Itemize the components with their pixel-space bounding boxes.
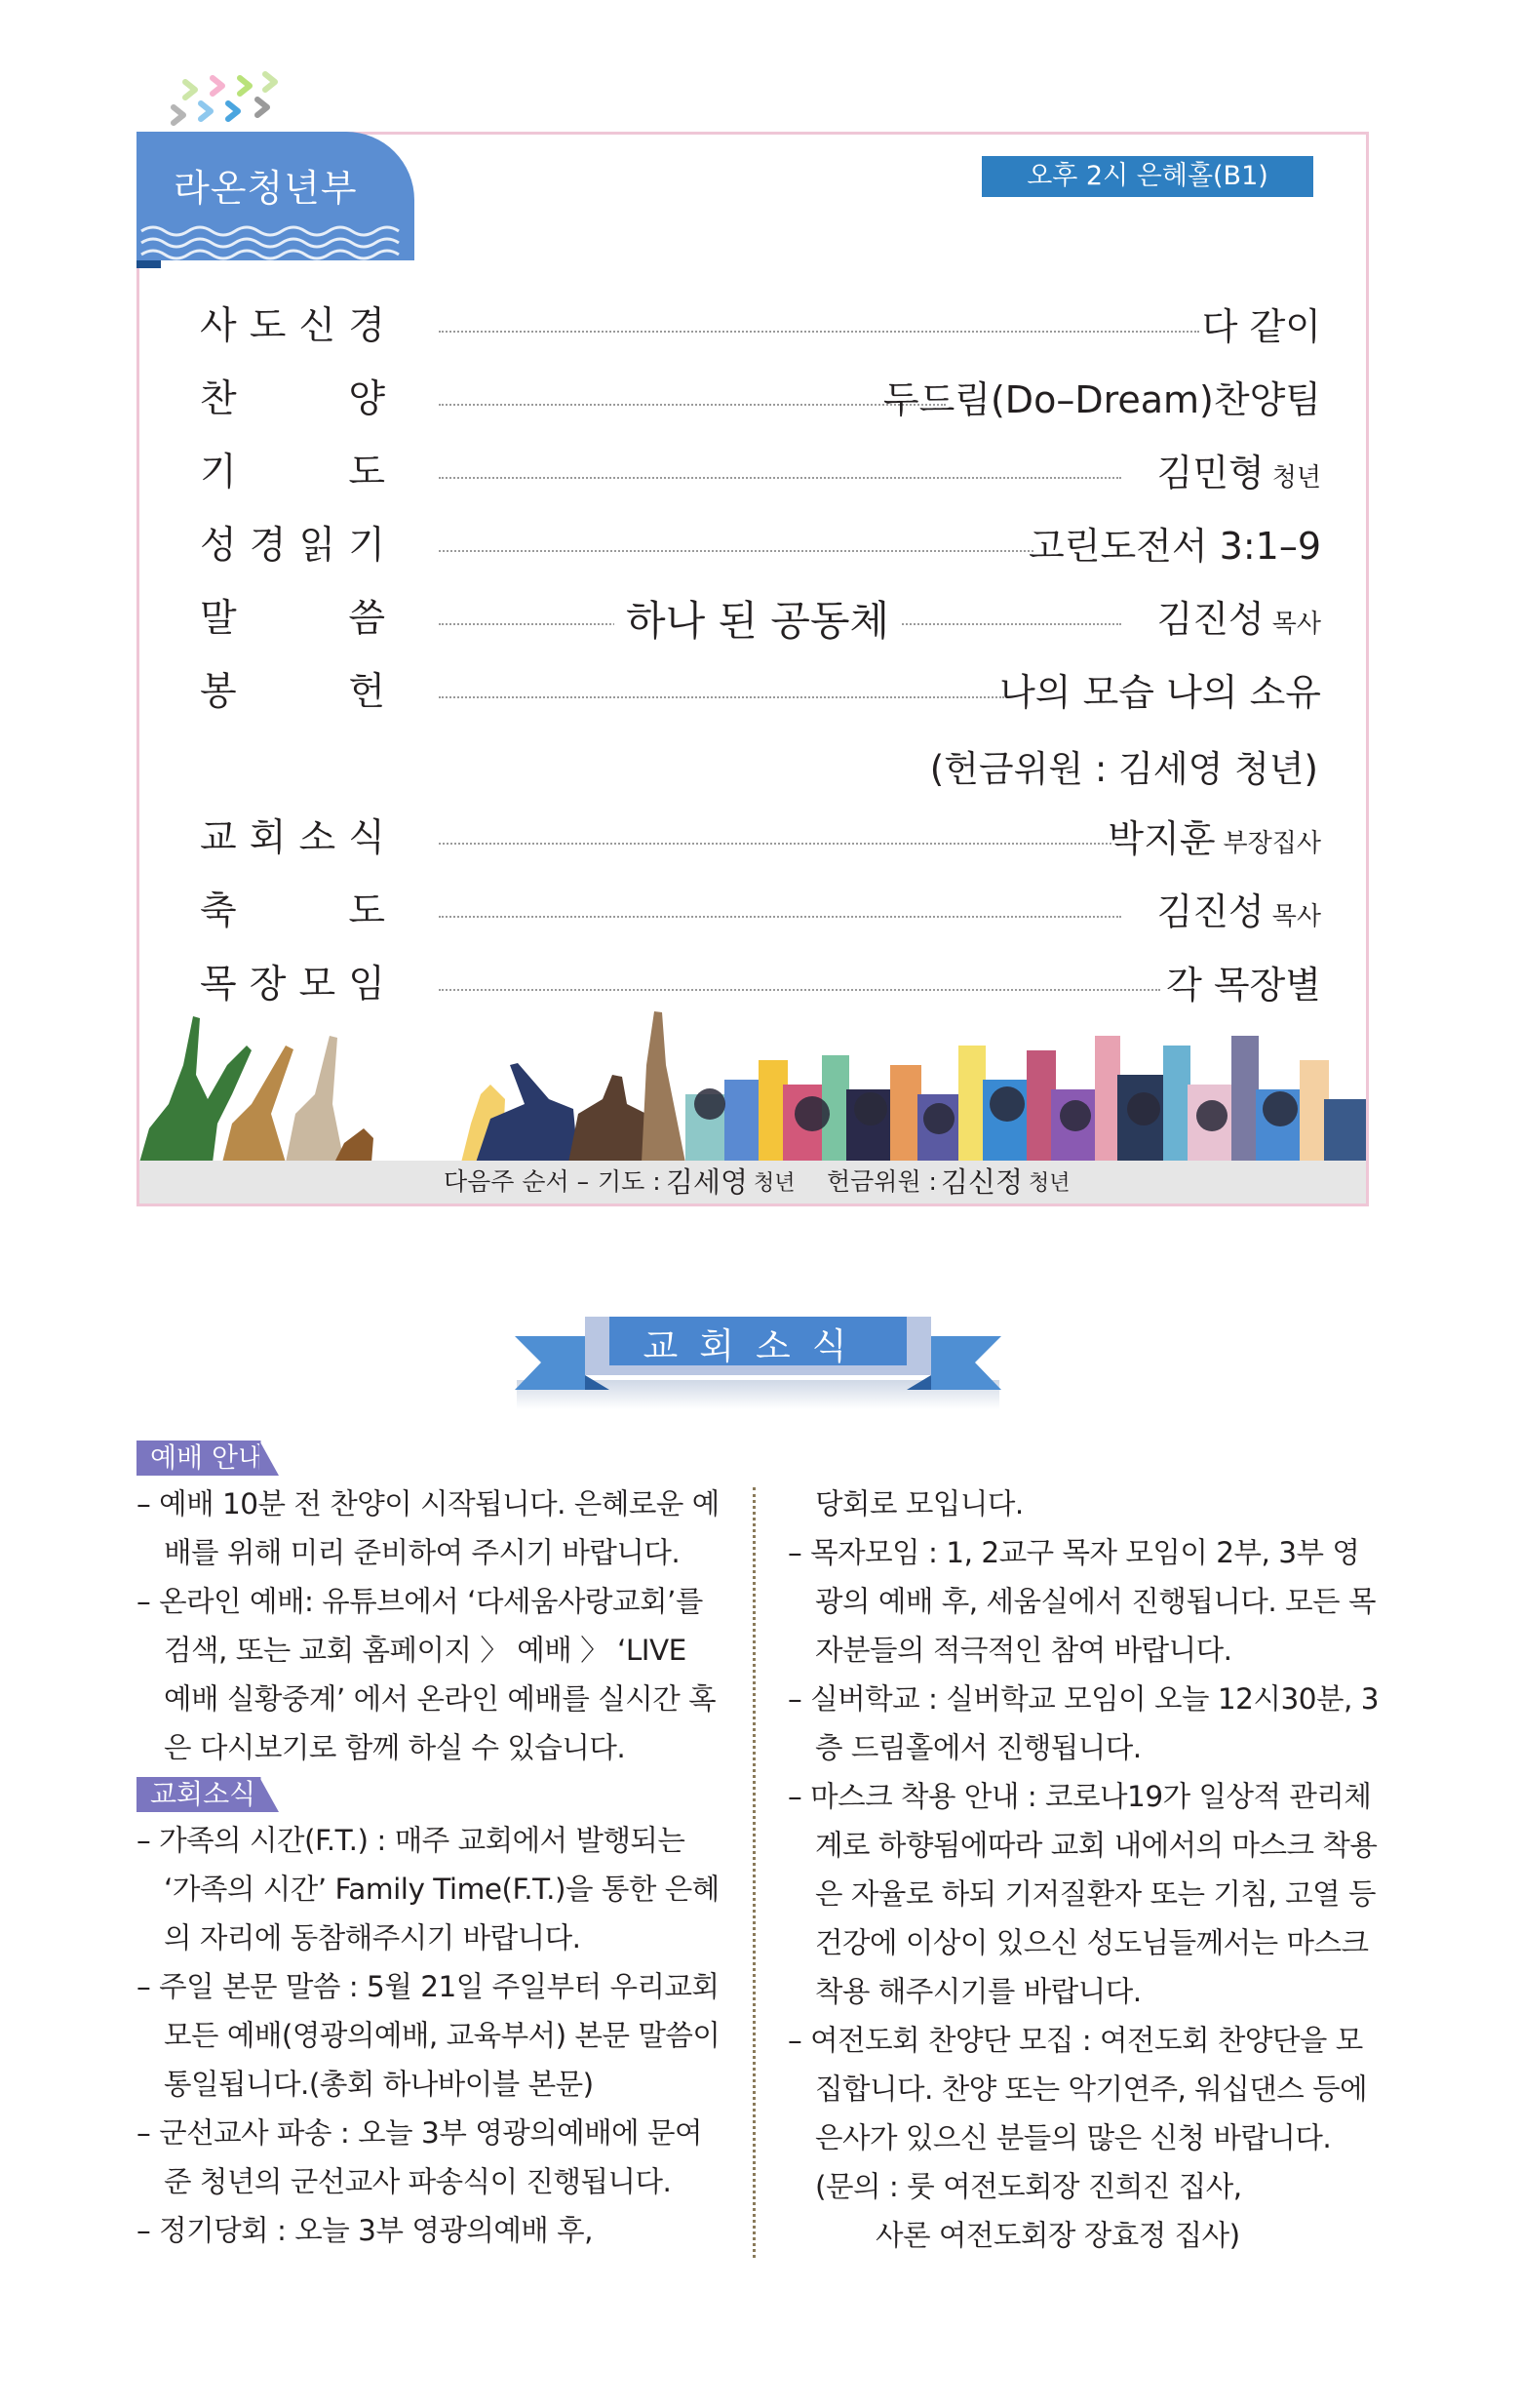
- church-news-tag: 교회소식: [136, 1777, 283, 1812]
- program-row-sermon: [200, 590, 1321, 649]
- column-divider: [753, 1487, 756, 2258]
- program-row-benediction: [200, 883, 1321, 941]
- next-offering-name: 김신정: [941, 1165, 1024, 1199]
- label-char: 도: [249, 304, 287, 348]
- dotted-leader: [439, 989, 1160, 991]
- sermon-title: 하나 된 공동체: [614, 592, 901, 651]
- news-item: – 주일 본문 말씀 : 5월 21일 주일부터 우리교회 모든 예배(영광의예배, 교육부서) 본문 말씀이 통일됩니다.(총회 하나바이블 본문): [136, 1970, 721, 2101]
- row-value: 김민형 청년: [1156, 452, 1321, 494]
- news-item: – 실버학교 : 실버학교 모임이 오늘 12시30분, 3층 드림홀에서 진행됩니다.: [788, 1682, 1380, 1764]
- row-label: [200, 883, 385, 941]
- row-label: [200, 371, 385, 429]
- next-offering-role: 청년: [1029, 1171, 1071, 1196]
- row-value: 각 목장별: [1166, 964, 1321, 1007]
- program-row-offering: [200, 663, 1321, 722]
- row-value: 다 같이: [1201, 305, 1321, 348]
- row-value: 나의 모습 나의 소유: [999, 671, 1321, 714]
- label-char: 목: [200, 963, 237, 1007]
- next-week-bar: [139, 1161, 1366, 1204]
- label-char: 성: [200, 524, 237, 568]
- program-row-scripture: [200, 517, 1321, 575]
- next-offering-label: 헌금위원 :: [827, 1167, 937, 1196]
- news-item: – 예배 10분 전 찬양이 시작됩니다. 은혜로운 예배를 위해 미리 준비하여 주시기 바랍니다.: [136, 1487, 720, 1569]
- label-char: 사: [200, 304, 237, 348]
- dotted-leader: [439, 550, 1033, 552]
- arrows-decoration: [164, 70, 300, 129]
- offering-committee-note: (헌금위원 : 김세영 청년): [929, 748, 1318, 790]
- contact-line: 사론 여전도회장 장효정 집사): [876, 2219, 1240, 2252]
- program-row-prayer: [200, 444, 1321, 502]
- row-label: [200, 297, 385, 356]
- news-item-continued: 당회로 모입니다.: [815, 1487, 1024, 1520]
- label-char: 읽: [298, 524, 336, 568]
- label-char: 회: [249, 816, 287, 860]
- dotted-leader: [439, 916, 1121, 918]
- next-week-prefix: 다음주 순서 –: [444, 1167, 590, 1196]
- label-char: 교: [200, 816, 237, 860]
- worship-info-column: [136, 1480, 721, 1772]
- row-label: [200, 663, 385, 722]
- row-label: [200, 809, 385, 868]
- time-place-badge: 오후 2시 은혜홀(B1): [982, 156, 1313, 197]
- news-item: – 마스크 착용 안내 : 코로나19가 일상적 관리체계로 하향됨에따라 교회 내에서의 마스크 착용은 자율로 하되 기저질환자 또는 기침, 고열 등 건강에 이상이 있으신 성도님들께서는 마스크 착용 해주시기를 바랍니다.: [788, 1780, 1378, 2008]
- row-value: 김진성 목사: [1156, 890, 1321, 933]
- label-char: 헌: [348, 670, 385, 714]
- row-value: 박지훈 부장집사: [1108, 817, 1321, 860]
- label-char: 양: [348, 377, 385, 421]
- row-label: [200, 517, 385, 575]
- program-row-announcements: [200, 809, 1321, 868]
- dotted-leader: [439, 696, 1004, 698]
- label-char: 찬: [200, 377, 237, 421]
- label-char: 경: [348, 304, 385, 348]
- worship-info-tag: 예배 안내: [136, 1441, 283, 1476]
- label-char: 봉: [200, 670, 237, 714]
- program-row-creed: [200, 297, 1321, 356]
- label-char: 소: [298, 816, 336, 860]
- label-char: 모: [298, 963, 336, 1007]
- news-item: – 정기당회 : 오늘 3부 영광의예배 후,: [136, 2214, 594, 2247]
- program-title: 라온청년부: [174, 167, 358, 210]
- news-item: – 온라인 예배: 유튜브에서 ‘다세움사랑교회’를 검색, 또는 교회 홈페이지 〉 예배 〉 ‘LIVE 예배 실황중계’ 에서 온라인 예배를 실시간 혹은 다시보기로 함께 하실 수 있습니다.: [136, 1585, 717, 1764]
- news-item: – 가족의 시간(F.T.) : 매주 교회에서 발행되는 ‘가족의 시간’ Family Time(F.T.)을 통한 은혜의 자리에 동참해주시기 바랍니다.: [136, 1824, 720, 1954]
- row-value: 김진성 목사: [1156, 598, 1321, 641]
- worship-crowd-illustration: [139, 1007, 1366, 1163]
- label-char: 경: [249, 524, 287, 568]
- contact-line: (문의 : 룻 여전도회장 진희진 집사,: [815, 2170, 1242, 2203]
- label-char: 기: [200, 451, 237, 494]
- program-row-praise: [200, 371, 1321, 429]
- row-value: 두드림(Do–Dream)찬양팀: [882, 378, 1321, 421]
- label-char: 식: [348, 816, 385, 860]
- next-prayer-role: 청년: [754, 1171, 796, 1196]
- church-news-column-right: [788, 1480, 1383, 2260]
- label-char: 도: [348, 889, 385, 933]
- row-label: [200, 956, 385, 1014]
- label-char: 기: [348, 524, 385, 568]
- news-item: – 여전도회 찬양단 모집 : 여전도회 찬양단을 모집합니다. 찬양 또는 악기연주, 워십댄스 등에 은사가 있으신 분들의 많은 신청 바랍니다.: [788, 2024, 1368, 2154]
- label-char: 신: [298, 304, 336, 348]
- label-char: 씀: [348, 597, 385, 641]
- dotted-leader: [439, 843, 1111, 845]
- next-prayer-name: 김세영: [666, 1165, 749, 1199]
- row-label: [200, 444, 385, 502]
- news-item: – 군선교사 파송 : 오늘 3부 영광의예배에 문여준 청년의 군선교사 파송식이 진행됩니다.: [136, 2116, 703, 2198]
- church-news-title: 교회소식: [643, 1325, 869, 1367]
- label-char: 도: [348, 451, 385, 494]
- row-label: [200, 590, 385, 649]
- church-news-column-left: [136, 1816, 721, 2255]
- label-char: 장: [249, 963, 287, 1007]
- label-char: 축: [200, 889, 237, 933]
- dotted-leader: [439, 477, 1121, 479]
- next-prayer-label: 기도 :: [598, 1167, 661, 1196]
- row-value: 고린도전서 3:1–9: [1029, 525, 1321, 568]
- label-char: 말: [200, 597, 237, 641]
- dotted-leader: [439, 331, 1199, 333]
- label-char: 임: [348, 963, 385, 1007]
- program-row-small-group: [200, 956, 1321, 1014]
- dotted-leader: [439, 404, 946, 406]
- news-item: – 목자모임 : 1, 2교구 목자 모임이 2부, 3부 영광의 예배 후, 세움실에서 진행됩니다. 모든 목자분들의 적극적인 참여 바랍니다.: [788, 1536, 1376, 1667]
